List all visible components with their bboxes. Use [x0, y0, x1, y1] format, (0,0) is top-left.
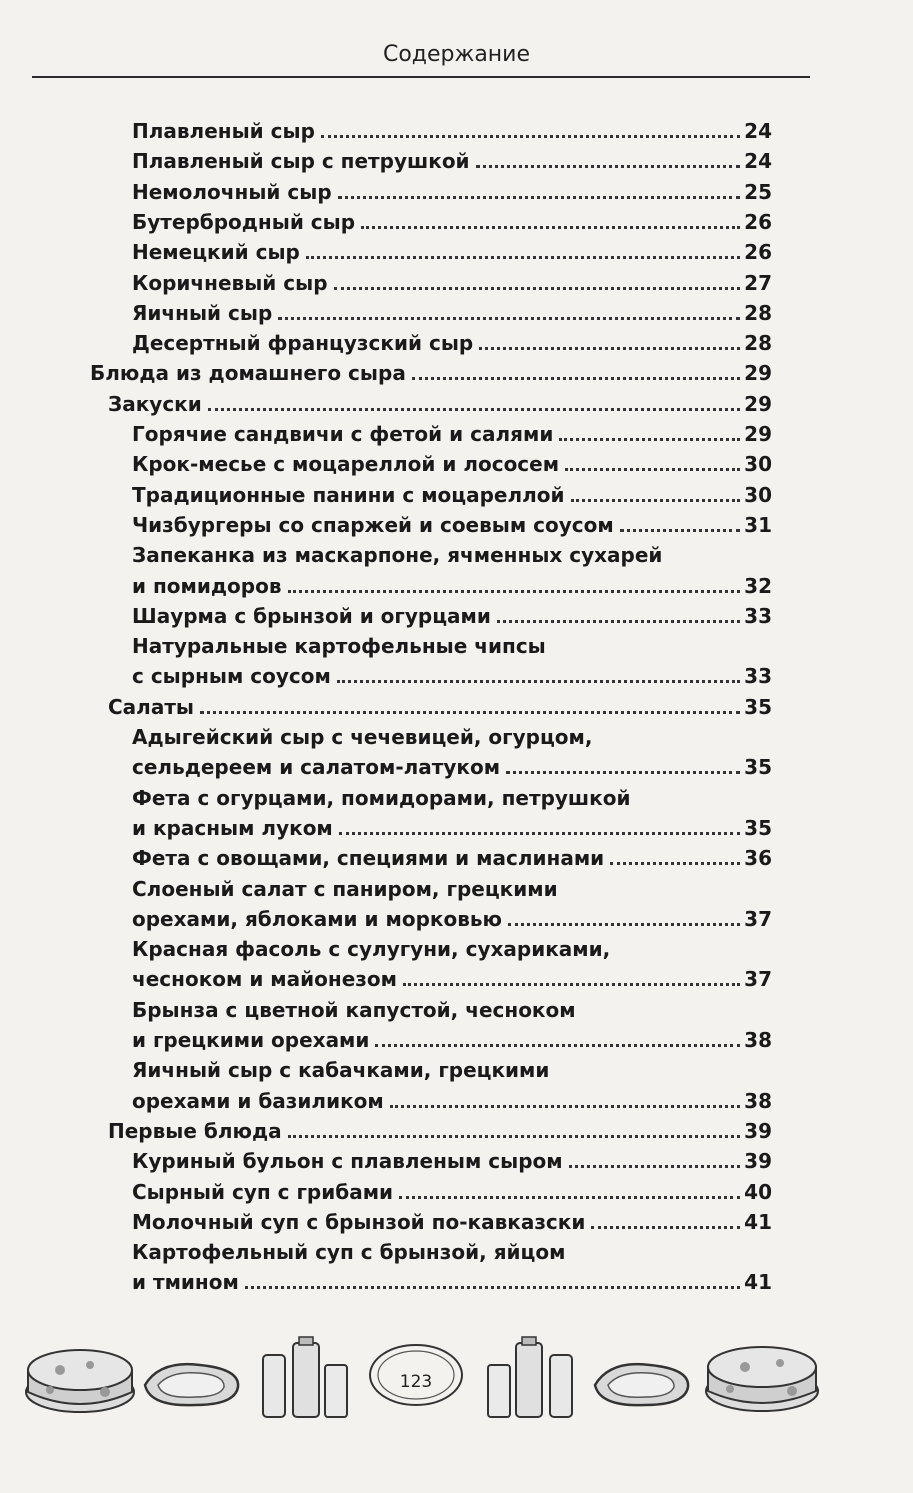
dot-leader — [403, 983, 740, 986]
toc-entry — [132, 235, 772, 265]
toc-entry-page: 38 — [744, 1028, 772, 1052]
toc-entry-page: 35 — [744, 755, 772, 779]
toc-entry-label: Фета с овощами, специями и маслинами — [132, 846, 605, 870]
toc-entry-page: 38 — [744, 1089, 772, 1113]
dot-leader — [338, 196, 741, 199]
toc-entry-label: Красная фасоль с сулугуни, сухариками, — [132, 937, 611, 961]
toc-entry-page: 40 — [744, 1180, 772, 1204]
toc-entry-page: 35 — [744, 695, 772, 719]
bread-slice-icon — [590, 1355, 695, 1410]
toc-entry-page: 29 — [744, 392, 772, 416]
toc-entry — [132, 872, 772, 902]
toc-entry-page: 30 — [744, 452, 772, 476]
page-title: Содержание — [382, 42, 531, 67]
toc-entry — [132, 417, 772, 447]
toc-entry — [132, 932, 772, 962]
toc-entry-page: 33 — [744, 604, 772, 628]
dot-leader — [375, 1044, 740, 1047]
toc-entry-label: сельдереем и салатом-латуком — [132, 755, 501, 779]
toc-entry-page: 36 — [744, 846, 772, 870]
toc-entry — [132, 659, 772, 689]
toc-entry — [132, 1023, 772, 1053]
toc-entry-page: 27 — [744, 271, 772, 295]
toc-entry — [108, 690, 772, 720]
toc-entry — [132, 993, 772, 1023]
toc-entry-label: Крок-месье с моцареллой и лососем — [132, 452, 560, 476]
toc-entry — [132, 447, 772, 477]
dot-leader — [497, 620, 740, 623]
dot-leader — [390, 1105, 740, 1108]
toc-entry — [132, 1205, 772, 1235]
cheese-wheel-icon — [20, 1330, 140, 1420]
toc-entry-label: Куриный бульон с плавленым сыром — [132, 1149, 563, 1173]
toc-entry-label: Натуральные картофельные чипсы — [132, 634, 546, 658]
toc-entry-label: с сырным соусом — [132, 664, 331, 688]
toc-entry — [132, 175, 772, 205]
toc-entry-page: 39 — [744, 1119, 772, 1143]
toc-entry-page: 28 — [744, 301, 772, 325]
toc-entry-label: орехами и базиликом — [132, 1089, 384, 1113]
toc-entry-label: и красным луком — [132, 816, 333, 840]
toc-entry — [132, 508, 772, 538]
dot-leader — [506, 771, 740, 774]
toc-entry-label: Коричневый сыр — [132, 271, 328, 295]
toc-entry-page: 26 — [744, 210, 772, 234]
cheese-wheel-icon — [700, 1325, 825, 1420]
toc-entry — [132, 478, 772, 508]
toc-entry-page: 24 — [744, 119, 772, 143]
toc-entry — [132, 1265, 772, 1295]
toc-entry — [132, 114, 772, 144]
toc-entry-label: Первые блюда — [108, 1119, 282, 1143]
toc-entry — [132, 1235, 772, 1265]
toc-entry-page: 30 — [744, 483, 772, 507]
toc-entry-label: Бутербродный сыр — [132, 210, 356, 234]
dot-leader — [306, 256, 740, 259]
toc-entry-page: 33 — [744, 664, 772, 688]
toc-entry — [132, 569, 772, 599]
toc-entry-page: 25 — [744, 180, 772, 204]
dot-leader — [591, 1226, 740, 1229]
toc-entry-page: 24 — [744, 149, 772, 173]
toc-entry-page: 29 — [744, 422, 772, 446]
toc-entry — [108, 1114, 772, 1144]
toc-entry-label: Сырный суп с грибами — [132, 1180, 394, 1204]
dot-leader — [245, 1286, 740, 1289]
dot-leader — [412, 377, 740, 380]
toc-entry — [132, 811, 772, 841]
toc-entry-page: 37 — [744, 907, 772, 931]
toc-entry-label: Запеканка из маскарпоне, ячменных сухарей — [132, 543, 663, 567]
dot-leader — [339, 832, 740, 835]
toc-entry — [132, 962, 772, 992]
dairy-bottles-icon — [255, 1335, 355, 1425]
dot-leader — [571, 499, 741, 502]
toc-entry-page: 39 — [744, 1149, 772, 1173]
toc-entry — [132, 841, 772, 871]
toc-entry — [132, 296, 772, 326]
toc-entry — [132, 1175, 772, 1205]
toc-entry-label: Плавленый сыр с петрушкой — [132, 149, 470, 173]
toc-entry-label: Молочный суп с брынзой по-кавказски — [132, 1210, 586, 1234]
dot-leader — [559, 438, 740, 441]
toc-entry — [132, 1084, 772, 1114]
toc-entry-label: Чизбургеры со спаржей и соевым соусом — [132, 513, 614, 537]
dot-leader — [200, 711, 740, 714]
toc-entry — [132, 326, 772, 356]
toc-entry — [132, 205, 772, 235]
toc-entry-label: Брынза с цветной капустой, чесноком — [132, 998, 576, 1022]
toc-entry-label: и грецкими орехами — [132, 1028, 370, 1052]
dot-leader — [620, 529, 740, 532]
toc-entry — [132, 1144, 772, 1174]
dot-leader — [337, 680, 740, 683]
toc-entry-label: Блюда из домашнего сыра — [90, 361, 406, 385]
toc-entry-label: Горячие сандвичи с фетой и салями — [132, 422, 554, 446]
dot-leader — [361, 226, 740, 229]
toc-entry-label: и тмином — [132, 1270, 239, 1294]
dot-leader — [610, 862, 740, 865]
toc-entry — [132, 599, 772, 629]
dot-leader — [288, 590, 741, 593]
toc-entry-label: Закуски — [108, 392, 202, 416]
toc-entry-label: орехами, яблоками и морковью — [132, 907, 502, 931]
toc-entry-label: Адыгейский сыр с чечевицей, огурцом, — [132, 725, 593, 749]
dot-leader — [476, 165, 741, 168]
toc-entry-page: 37 — [744, 967, 772, 991]
toc-entry-label: Слоеный салат с паниром, грецкими — [132, 877, 558, 901]
toc-entry — [132, 266, 772, 296]
toc-entry-label: Фета с огурцами, помидорами, петрушкой — [132, 786, 631, 810]
toc-entry-page: 35 — [744, 816, 772, 840]
dot-leader — [479, 347, 740, 350]
toc-entry — [90, 356, 772, 386]
toc-entry-page: 31 — [744, 513, 772, 537]
toc-entry-label: Яичный сыр — [132, 301, 273, 325]
header-rule — [32, 76, 810, 78]
bread-slice-icon — [140, 1355, 245, 1410]
toc-entry-label: Шаурма с брынзой и огурцами — [132, 604, 491, 628]
toc-entry — [132, 750, 772, 780]
toc-entry-label: Десертный французский сыр — [132, 331, 474, 355]
toc-entry — [132, 538, 772, 568]
toc-entry — [132, 1053, 772, 1083]
toc-entry-page: 26 — [744, 240, 772, 264]
toc-entry-label: Картофельный суп с брынзой, яйцом — [132, 1240, 566, 1264]
dot-leader — [334, 287, 741, 290]
dot-leader — [278, 317, 740, 320]
dot-leader — [399, 1196, 740, 1199]
toc-entry-page: 41 — [744, 1210, 772, 1234]
dot-leader — [508, 923, 740, 926]
dot-leader — [569, 1165, 741, 1168]
toc-entry-label: и помидоров — [132, 574, 282, 598]
toc-entry-page: 29 — [744, 361, 772, 385]
toc-entry-label: Плавленый сыр — [132, 119, 315, 143]
toc-entry-page: 41 — [744, 1270, 772, 1294]
toc-entry-page: 32 — [744, 574, 772, 598]
toc-entry — [132, 144, 772, 174]
toc-entry — [132, 629, 772, 659]
toc-entry — [132, 902, 772, 932]
toc-entry — [132, 781, 772, 811]
page-number: 123 — [399, 1372, 433, 1392]
dot-leader — [208, 408, 740, 411]
dot-leader — [565, 468, 740, 471]
dot-leader — [288, 1135, 741, 1138]
dot-leader — [321, 135, 740, 138]
dairy-bottles-icon — [480, 1335, 580, 1425]
toc-entry-label: Немолочный сыр — [132, 180, 332, 204]
toc-entry-label: чесноком и майонезом — [132, 967, 397, 991]
toc-entry-label: Салаты — [108, 695, 194, 719]
toc-entry — [132, 720, 772, 750]
toc-entry-label: Яичный сыр с кабачками, грецкими — [132, 1058, 550, 1082]
toc-entry-page: 28 — [744, 331, 772, 355]
toc-entry-label: Традиционные панини с моцареллой — [132, 483, 565, 507]
toc-entry — [108, 387, 772, 417]
toc-entry-label: Немецкий сыр — [132, 240, 300, 264]
